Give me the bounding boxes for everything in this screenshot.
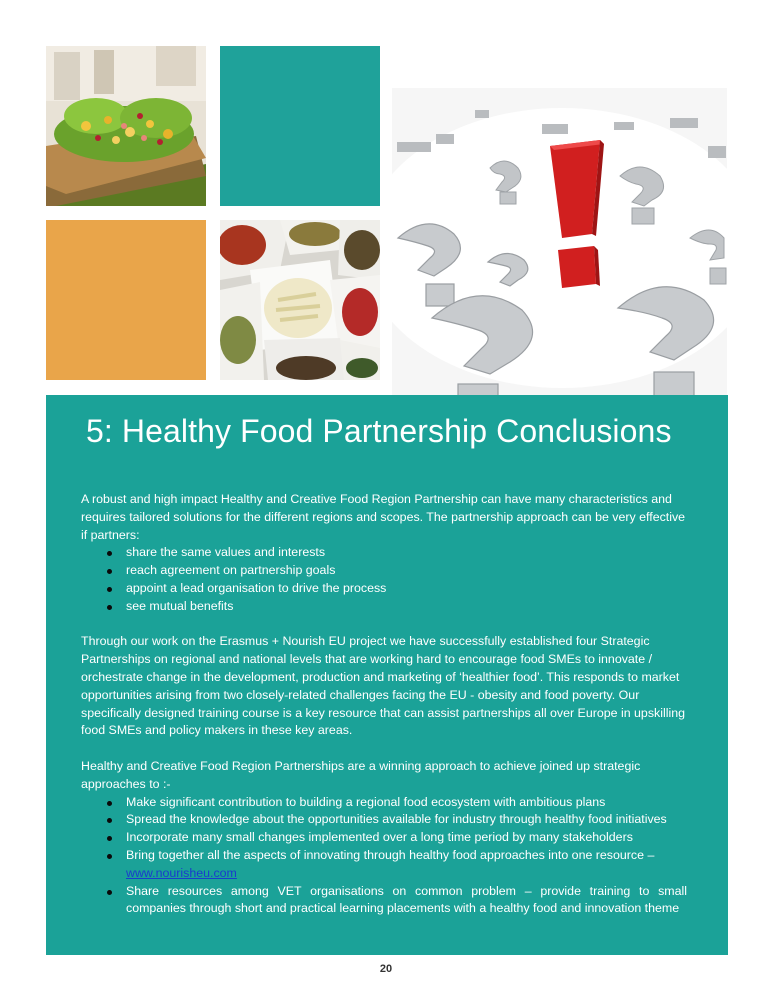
body-text xyxy=(81,491,687,918)
content-panel xyxy=(46,395,728,955)
list-item: appoint a lead organisation to drive the process xyxy=(81,580,687,598)
resource-link[interactable]: www.nourisheu.com xyxy=(126,865,237,880)
list-item: reach agreement on partnership goals xyxy=(81,562,687,580)
list-item xyxy=(81,847,687,883)
page-number: 20 xyxy=(379,963,393,975)
intro-paragraph: A robust and high impact Healthy and Creative Food Region Partnership can have many characteristics and requires tailored solutions for the different regions and scopes. The partnership approach can be very effective if partners: xyxy=(81,492,686,542)
orange-tile xyxy=(46,220,206,380)
teal-tile xyxy=(220,46,380,206)
list-item: Make significant contribution to building a regional food ecosystem with ambitious plans xyxy=(81,794,687,812)
list-item-text: Bring together all the aspects of innovating through healthy food approaches into one resource – xyxy=(126,847,655,862)
list-item: share the same values and interests xyxy=(81,544,687,562)
section-title: 5: Healthy Food Partnership Conclusions xyxy=(86,413,672,449)
list-item: see mutual benefits xyxy=(81,598,687,616)
partner-bullet-list xyxy=(81,544,687,615)
question-marks-photo xyxy=(392,88,727,408)
work-paragraph: Through our work on the Erasmus + Nourish EU project we have successfully established four Strategic Partnerships on regional and national levels that are working hard to encourage food SMEs to innovate / orchestrate change in the development, production and marketing of ‘healthier food’. This responds to market opportunities arising from two closely-related challenges facing the EU - obesity and food poverty. Our specifically designed training course is a key resource that can assist partnerships all over Europe in upskilling food SMEs and policy makers in these key areas. xyxy=(81,634,686,738)
list-item: Share resources among VET organisations on common problem – provide training to small companies through short and practical learning placements with a healthy food and innovation theme xyxy=(81,883,687,919)
list-item: Spread the knowledge about the opportunities available for industry through healthy food initiatives xyxy=(81,811,687,829)
spices-photo xyxy=(220,220,380,380)
approach-intro: Healthy and Creative Food Region Partnerships are a winning approach to achieve joined up strategic approaches to :- xyxy=(81,758,641,791)
list-item: Incorporate many small changes implemented over a long time period by many stakeholders xyxy=(81,829,687,847)
salad-photo xyxy=(46,46,206,206)
approach-bullet-list xyxy=(81,794,687,919)
